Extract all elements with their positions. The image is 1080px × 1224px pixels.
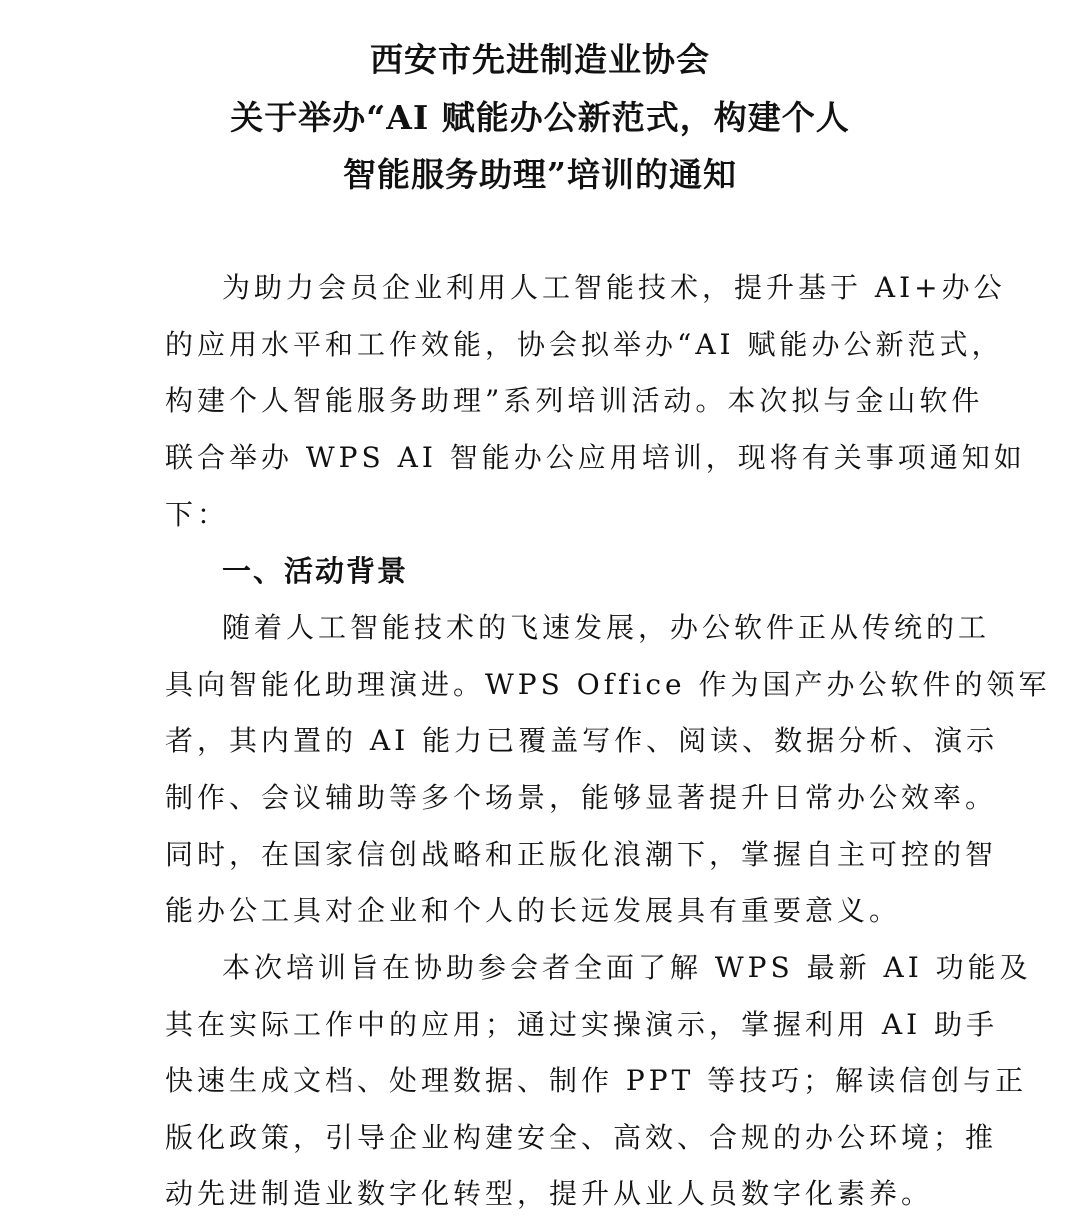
document-title-line-3: 智能服务助理”培训的通知 xyxy=(343,155,737,194)
background-para1-line-3: 者，其内置的 AI 能力已覆盖写作、阅读、数据分析、演示 xyxy=(165,724,999,757)
intro-line-3: 构建个人智能服务助理”系列培训活动。本次拟与金山软件 xyxy=(165,384,984,417)
section-heading-background: 一、活动背景 xyxy=(222,554,409,588)
background-para1-line-6: 能办公工具对企业和个人的长远发展具有重要意义。 xyxy=(165,894,902,927)
background-para2-line-1: 本次培训旨在协助参会者全面了解 WPS 最新 AI 功能及 xyxy=(222,951,1032,984)
background-para2-line-2: 其在实际工作中的应用；通过实操演示，掌握利用 AI 助手 xyxy=(165,1008,999,1041)
background-para2-line-5: 动先进制造业数字化转型，提升从业人员数字化素养。 xyxy=(165,1177,934,1210)
background-para2-line-4: 版化政策，引导企业构建安全、高效、合规的办公环境；推 xyxy=(165,1121,998,1154)
document-title-line-2: 关于举办“AI 赋能办公新范式，构建个人 xyxy=(230,98,850,137)
background-para1-line-1: 随着人工智能技术的飞速发展，办公软件正从传统的工 xyxy=(222,611,991,644)
background-para1-line-2: 具向智能化助理演进。WPS Office 作为国产办公软件的领军 xyxy=(165,668,1051,701)
intro-line-1: 为助力会员企业利用人工智能技术，提升基于 AI+办公 xyxy=(222,271,1006,304)
intro-line-5: 下： xyxy=(165,498,230,531)
background-para1-line-5: 同时，在国家信创战略和正版化浪潮下，掌握自主可控的智 xyxy=(165,838,998,871)
intro-line-4: 联合举办 WPS AI 智能办公应用培训，现将有关事项通知如 xyxy=(165,441,1026,474)
background-para1-line-4: 制作、会议辅助等多个场景，能够显著提升日常办公效率。 xyxy=(165,781,998,814)
background-para2-line-3: 快速生成文档、处理数据、制作 PPT 等技巧；解读信创与正 xyxy=(165,1064,1028,1097)
document-title-line-1: 西安市先进制造业协会 xyxy=(370,40,710,79)
intro-line-2: 的应用水平和工作效能，协会拟举办“AI 赋能办公新范式， xyxy=(165,328,1004,361)
